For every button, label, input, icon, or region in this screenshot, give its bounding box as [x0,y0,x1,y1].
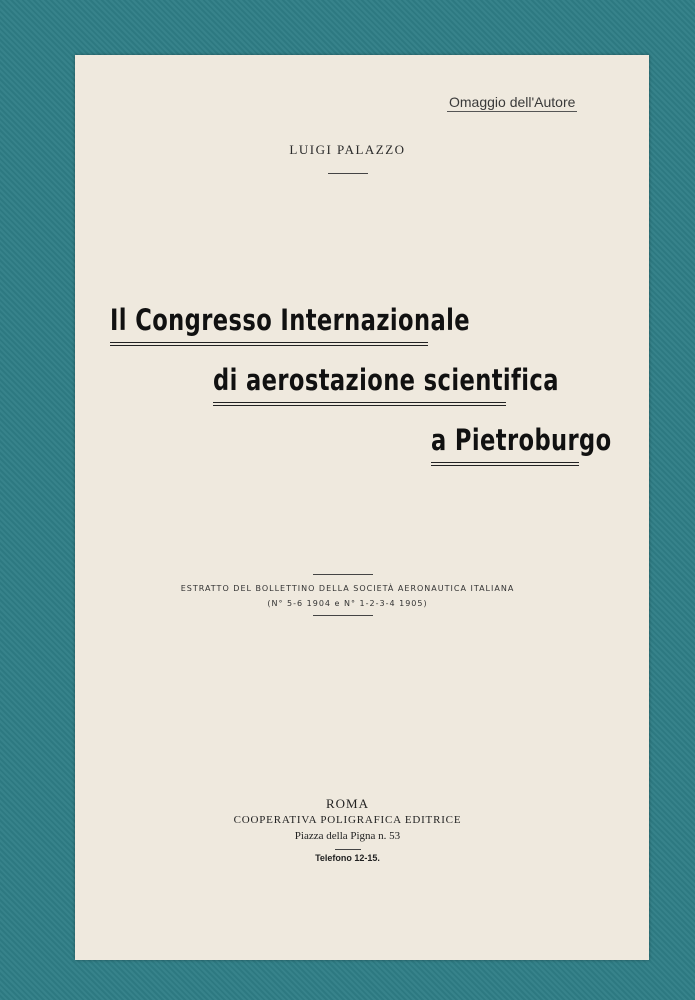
imprint-city: ROMA [325,796,369,811]
extract-line-1: ESTRATTO DEL BOLLETTINO DELLA SOCIETÀ AERONAUTICA ITALIANA [180,584,515,593]
imprint-address: Piazza della Pigna n. 53 [294,830,401,842]
title-line-1: Il Congresso Internazionale [110,303,470,337]
extract-line-2: (N° 5-6 1904 e N° 1-2-3-4 1905) [267,599,428,608]
title-underline-3 [431,462,579,466]
imprint-divider [335,849,361,850]
author-divider [328,173,368,174]
title-underline-1 [110,342,428,346]
title-line-2: di aerostazione scientifica [213,363,559,397]
imprint-publisher: COOPERATIVA POLIGRAFICA EDITRICE [233,814,462,826]
title-underline-2 [213,402,506,406]
title-line-3: a Pietroburgo [431,423,612,457]
extract-divider-bottom [313,615,373,616]
extract-divider-top [313,574,373,575]
author-name: LUIGI PALAZZO [289,142,406,157]
imprint-phone: Telefono 12-15. [315,853,380,863]
dedication-note: Omaggio dell'Autore [449,94,576,110]
